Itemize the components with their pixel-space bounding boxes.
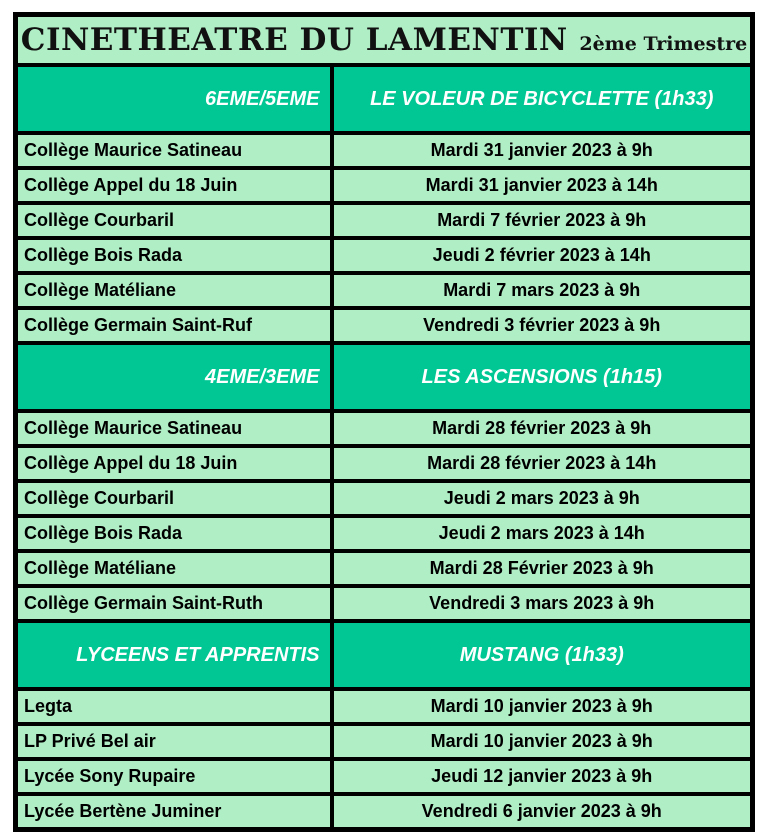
school-name: Collège Bois Rada [16, 516, 332, 551]
screening-datetime: Mardi 10 janvier 2023 à 9h [332, 689, 753, 724]
screening-datetime: Mardi 10 janvier 2023 à 9h [332, 724, 753, 759]
school-name: Collège Matéliane [16, 551, 332, 586]
table-row [16, 308, 753, 343]
screening-datetime: Mardi 28 Février 2023 à 9h [332, 551, 753, 586]
school-name: Collège Germain Saint-Ruth [16, 586, 332, 621]
title-row [16, 15, 753, 66]
table-row [16, 689, 753, 724]
schedule-table [13, 12, 755, 832]
table-row [16, 724, 753, 759]
screening-datetime: Jeudi 2 mars 2023 à 14h [332, 516, 753, 551]
table-row [16, 481, 753, 516]
school-name: Collège Courbaril [16, 481, 332, 516]
table-row [16, 273, 753, 308]
school-name: Collège Courbaril [16, 203, 332, 238]
screening-datetime: Mardi 28 février 2023 à 9h [332, 411, 753, 446]
screening-datetime: Mardi 31 janvier 2023 à 9h [332, 133, 753, 168]
table-row [16, 551, 753, 586]
table-row [16, 238, 753, 273]
section-header-6eme-5eme [16, 65, 753, 133]
school-name: Collège Maurice Satineau [16, 133, 332, 168]
school-name: Lycée Bertène Juminer [16, 794, 332, 830]
screening-datetime: Jeudi 12 janvier 2023 à 9h [332, 759, 753, 794]
school-name: Collège Appel du 18 Juin [16, 446, 332, 481]
school-name: Collège Germain Saint-Ruf [16, 308, 332, 343]
school-name: LP Privé Bel air [16, 724, 332, 759]
screening-datetime: Mardi 7 février 2023 à 9h [332, 203, 753, 238]
section-header-4eme-3eme [16, 343, 753, 411]
screening-datetime: Vendredi 3 mars 2023 à 9h [332, 586, 753, 621]
table-row [16, 168, 753, 203]
table-row [16, 446, 753, 481]
table-row [16, 516, 753, 551]
section-header-lyceens [16, 621, 753, 689]
school-name: Collège Appel du 18 Juin [16, 168, 332, 203]
screening-datetime: Vendredi 3 février 2023 à 9h [332, 308, 753, 343]
schedule-document [13, 12, 750, 832]
table-row [16, 411, 753, 446]
group-label: 6EME/5EME [16, 65, 332, 133]
school-name: Legta [16, 689, 332, 724]
school-name: Collège Matéliane [16, 273, 332, 308]
screening-datetime: Jeudi 2 février 2023 à 14h [332, 238, 753, 273]
title-cell [16, 15, 753, 66]
page-subtitle: 2ème Trimestre [579, 33, 748, 55]
table-row [16, 759, 753, 794]
group-label: 4EME/3EME [16, 343, 332, 411]
table-row [16, 203, 753, 238]
page-title: CINETHEATRE DU LAMENTIN [20, 22, 568, 58]
screening-datetime: Mardi 28 février 2023 à 14h [332, 446, 753, 481]
school-name: Collège Maurice Satineau [16, 411, 332, 446]
film-title: LES ASCENSIONS (1h15) [332, 343, 753, 411]
school-name: Collège Bois Rada [16, 238, 332, 273]
table-row [16, 586, 753, 621]
screening-datetime: Vendredi 6 janvier 2023 à 9h [332, 794, 753, 830]
screening-datetime: Jeudi 2 mars 2023 à 9h [332, 481, 753, 516]
group-label: LYCEENS ET APPRENTIS [16, 621, 332, 689]
table-row [16, 794, 753, 830]
film-title: LE VOLEUR DE BICYCLETTE (1h33) [332, 65, 753, 133]
school-name: Lycée Sony Rupaire [16, 759, 332, 794]
screening-datetime: Mardi 7 mars 2023 à 9h [332, 273, 753, 308]
screening-datetime: Mardi 31 janvier 2023 à 14h [332, 168, 753, 203]
table-row [16, 133, 753, 168]
film-title: MUSTANG (1h33) [332, 621, 753, 689]
